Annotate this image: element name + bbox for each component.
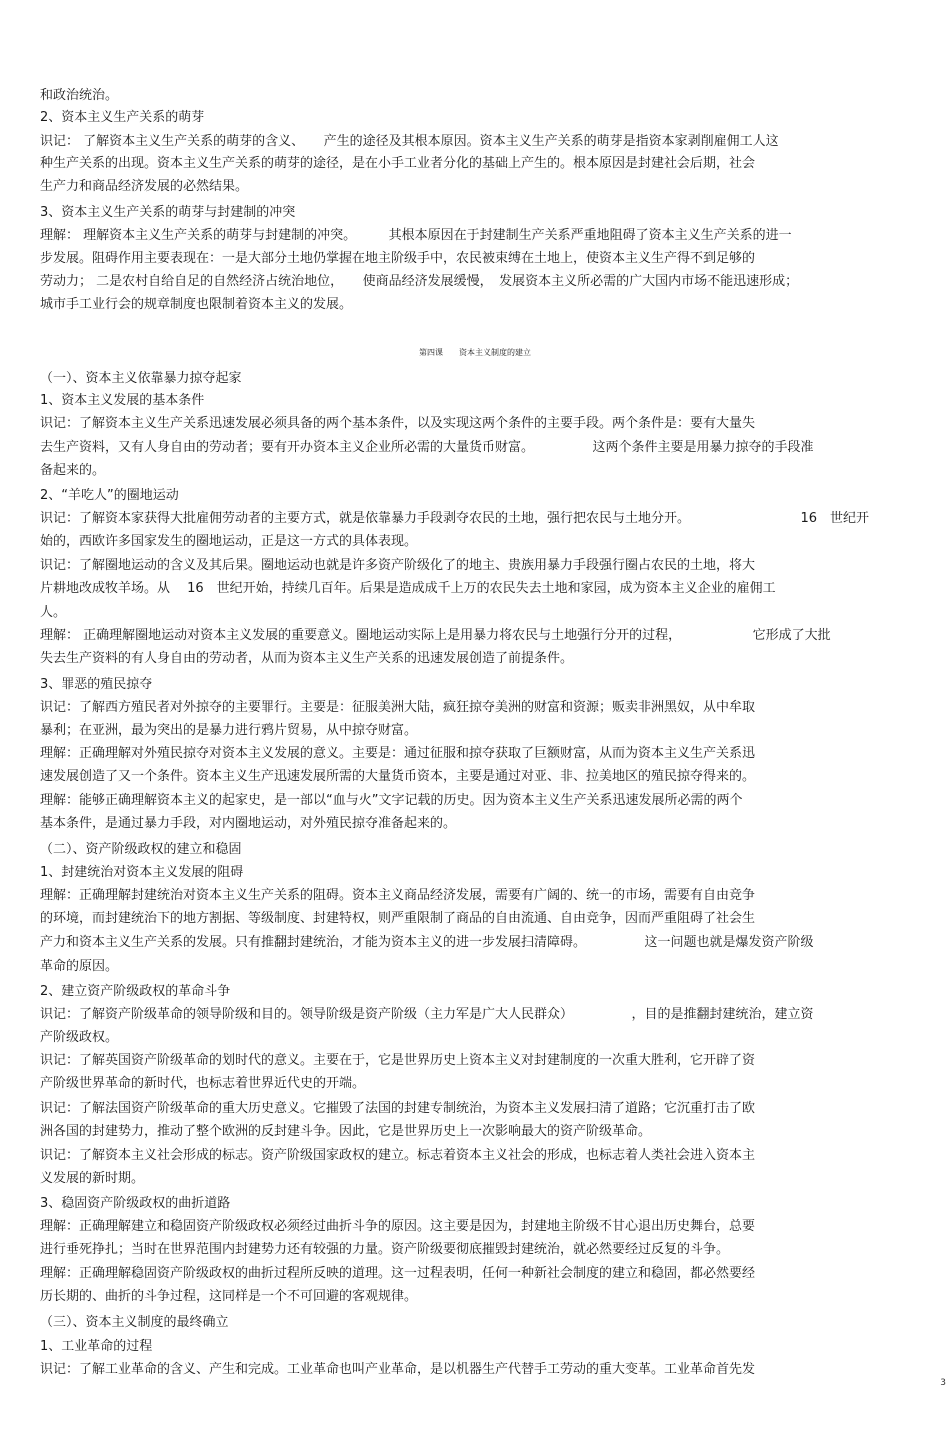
- text-line: 备起来的。: [40, 463, 106, 478]
- section-heading: 1、封建统治对资本主义发展的阻碍: [40, 865, 244, 880]
- text-line: 识记：了解西方殖民者对外掠夺的主要罪行。主要是：征服美洲大陆，疯狂掠夺美洲的财富和资源；贩卖非洲黑奴，从中牟取: [40, 700, 756, 715]
- lesson-title: 第四课 资本主义制度的建立: [419, 348, 531, 357]
- text-line: 理解：正确理解封建统治对资本主义生产关系的阻碍。资本主义商品经济发展，需要有广阔的、统一的市场，需要有自由竞争: [40, 888, 756, 903]
- text-line: 识记：了解圈地运动的含义及其后果。圈地运动也就是许多资产阶级化了的地主、贵族用暴力手段强行圈占农民的土地，将大: [40, 558, 756, 573]
- text-line: 理解：正确理解对外殖民掠夺对资本主义发展的意义。主要是：通过征服和掠夺获取了巨额财富，从而为资本主义生产关系迅: [40, 746, 756, 761]
- section-heading: 3、资本主义生产关系的萌芽与封建制的冲突: [40, 205, 296, 220]
- text-line: 革命的原因。: [40, 959, 119, 974]
- text-line: 识记：了解资本主义生产关系迅速发展必须具备的两个基本条件，以及实现这两个条件的主要手段。两个条件是：要有大量失: [40, 416, 756, 431]
- text-line: 的环境，而封建统治下的地方割据、等级制度、封建特权，则严重限制了商品的自由流通、自由竞争，因而严重阻碍了社会生: [40, 911, 756, 926]
- text-line: 理解：正确理解建立和稳固资产阶级政权必须经过曲折斗争的原因。这主要是因为，封建地主阶级不甘心退出历史舞台，总要: [40, 1219, 756, 1234]
- text-line: 识记：了解资本主义社会形成的标志。资产阶级国家政权的建立。标志着资本主义社会的形成，也标志着人类社会进入资本主: [40, 1148, 756, 1163]
- section-heading: （一）、资本主义依靠暴力掠夺起家: [40, 371, 242, 386]
- text-line: 识记：了解法国资产阶级革命的重大历史意义。它摧毁了法国的封建专制统治，为资本主义发展扫清了道路；它沉重打击了欧: [40, 1101, 756, 1116]
- text-line: 产阶级世界革命的新时代，也标志着世界近代史的开端。: [40, 1076, 366, 1091]
- text-line: 始的，西欧许多国家发生的圈地运动，正是这一方式的具体表现。: [40, 534, 418, 549]
- section-heading: 1、资本主义发展的基本条件: [40, 393, 205, 408]
- section-heading: 3、稳固资产阶级政权的曲折道路: [40, 1196, 231, 1211]
- text-line: 识记：了解资本家获得大批雇佣劳动者的主要方式，就是依靠暴力手段剥夺农民的土地，强行把农民与土地分开。 16 世纪开: [40, 511, 870, 526]
- section-heading: 2、资本主义生产关系的萌芽: [40, 110, 205, 125]
- text-line: 城市手工业行会的规章制度也限制着资本主义的发展。: [40, 297, 353, 312]
- section-heading: （二）、资产阶级政权的建立和稳固: [40, 842, 242, 857]
- section-heading: （三）、资本主义制度的最终确立: [40, 1315, 229, 1330]
- text-line: 基本条件，是通过暴力手段，对内圈地运动，对外殖民掠夺准备起来的。: [40, 816, 457, 831]
- text-line: 理解：正确理解稳固资产阶级政权的曲折过程所反映的道理。这一过程表明，任何一种新社会制度的建立和稳固，都必然要经: [40, 1266, 756, 1281]
- text-line: 失去生产资料的有人身自由的劳动者，从而为资本主义生产关系的迅速发展创造了前提条件。: [40, 651, 574, 666]
- section-heading: 2、“羊吃人”的圈地运动: [40, 488, 179, 503]
- text-line: 识记：了解工业革命的含义、产生和完成。工业革命也叫产业革命，是以机器生产代替手工劳动的重大变革。工业革命首先发: [40, 1362, 756, 1377]
- text-line: 洲各国的封建势力，推动了整个欧洲的反封建斗争。因此，它是世界历史上一次影响最大的资产阶级革命。: [40, 1124, 652, 1139]
- text-line: 暴利；在亚洲，最为突出的是暴力进行鸦片贸易，从中掠夺财富。: [40, 723, 418, 738]
- text-line: 理解：能够正确理解资本主义的起家史，是一部以“血与火”文字记载的历史。因为资本主义生产关系迅速发展所必需的两个: [40, 793, 743, 808]
- text-line: 速发展创造了又一个条件。资本主义生产迅速发展所需的大量货币资本，主要是通过对亚、非、拉美地区的殖民掠夺得来的。: [40, 769, 756, 784]
- text-line: 片耕地改成牧羊场。从 16 世纪开始，持续几百年。后果是造成成千上万的农民失去土地和家园，成为资本主义企业的雇佣工: [40, 581, 776, 596]
- text-line: 识记：了解英国资产阶级革命的划时代的意义。主要在于，它是世界历史上资本主义对封建制度的一次重大胜利，它开辟了资: [40, 1053, 756, 1068]
- text-line: 理解： 理解资本主义生产关系的萌芽与封建制的冲突。 其根本原因在于封建制生产关系严重地阻碍了资本主义生产关系的进一: [40, 228, 792, 243]
- text-line: 进行垂死挣扎；当时在世界范围内封建势力还有较强的力量。资产阶级要彻底摧毁封建统治，就必然要经过反复的斗争。: [40, 1242, 730, 1257]
- text-line: 义发展的新时期。: [40, 1171, 145, 1186]
- text-line: 种生产关系的出现。资本主义生产关系的萌芽的途径，是在小手工业者分化的基础上产生的。根本原因是封建社会后期，社会: [40, 156, 756, 171]
- text-line: 去生产资料，又有人身自由的劳动者；要有开办资本主义企业所必需的大量货币财富。 这两个条件主要是用暴力掠夺的手段准: [40, 440, 814, 455]
- text-line: 步发展。阻碍作用主要表现在：一是大部分土地仍掌握在地主阶级手中，农民被束缚在土地上，使资本主义生产得不到足够的: [40, 251, 756, 266]
- section-heading: 2、建立资产阶级政权的革命斗争: [40, 984, 231, 999]
- section-heading: 3、罪恶的殖民掠夺: [40, 677, 153, 692]
- text-line: 和政治统治。: [40, 88, 119, 103]
- text-line: 识记： 了解资本主义生产关系的萌芽的含义、 产生的途径及其根本原因。资本主义生产关系的萌芽是指资本家剥削雇佣工人这: [40, 134, 779, 149]
- text-line: 生产力和商品经济发展的必然结果。: [40, 179, 249, 194]
- text-line: 人。: [40, 605, 67, 620]
- text-line: 劳动力； 二是农村自给自足的自然经济占统治地位， 使商品经济发展缓慢， 发展资本主义所必需的广大国内市场不能迅速形成；: [40, 274, 799, 289]
- text-line: 识记：了解资产阶级革命的领导阶级和目的。领导阶级是资产阶级（主力军是广大人民群众） ，目的是推翻封建统治，建立资: [40, 1007, 814, 1022]
- text-line: 历长期的、曲折的斗争过程，这同样是一个不可回避的客观规律。: [40, 1289, 418, 1304]
- text-line: 理解： 正确理解圈地运动对资本主义发展的重要意义。圈地运动实际上是用暴力将农民与土地强行分开的过程， 它形成了大批: [40, 628, 831, 643]
- text-line: 产阶级政权。: [40, 1030, 119, 1045]
- text-line: 产力和资本主义生产关系的发展。只有推翻封建统治，才能为资本主义的进一步发展扫清障碍。 这一问题也就是爆发资产阶级: [40, 935, 814, 950]
- section-heading: 1、工业革命的过程: [40, 1339, 153, 1354]
- page-number: 3: [940, 1378, 946, 1388]
